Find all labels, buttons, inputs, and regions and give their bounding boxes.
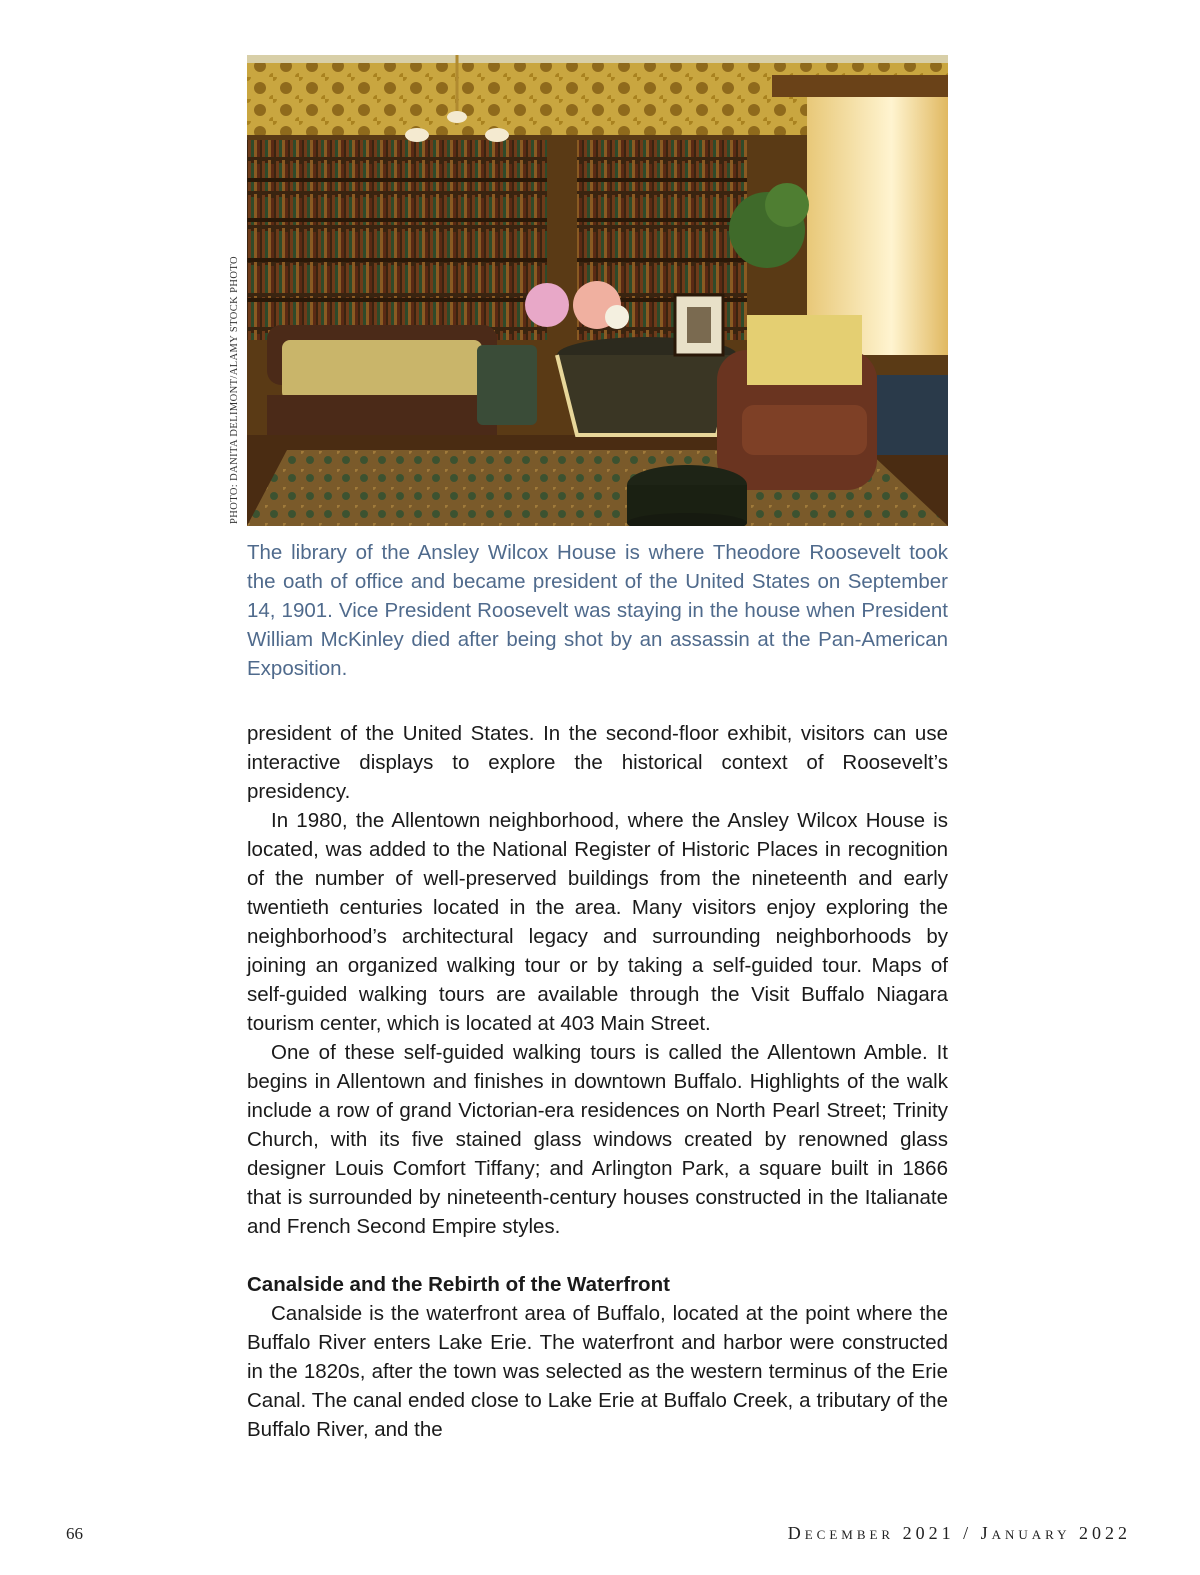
photo-credit: PHOTO: DANITA DELIMONT/ALAMY STOCK PHOTO [229,256,240,524]
article-body [247,719,948,1444]
issue-date: December 2021 / January 2022 [787,1523,1131,1543]
section-heading: Canalside and the Rebirth of the Waterfront [247,1273,670,1296]
article-paragraph: One of these self-guided walking tours is called the Allentown Amble. It begins in Allentown and finishes in downtown Buffalo. Highlights of the walk include a row of grand Victorian-era residences on North Pearl Street; Trinity Church, with its five stained glass windows created by renowned glass designer Louis Comfort Tiffany; and Arlington Park, a square built in 1866 that is surrounded by nineteenth-century houses constructed in the Italianate and French Second Empire styles. [247,1041,948,1238]
photo-caption: The library of the Ansley Wilcox House is where Theodore Roosevelt took the oath of office and became president of the United States on September 14, 1901. Vice President Roosevelt was staying in the house when President William McKinley died after being shot by an assassin at the Pan-American Exposition. [247,541,948,680]
article-paragraph: In 1980, the Allentown neighborhood, where the Ansley Wilcox House is located, was added to the National Register of Historic Places in recognition of the number of well-preserved buildings from the nineteenth and early twentieth centuries located in the area. Many visitors enjoy exploring the neighborhood’s architectural legacy and surrounding neighborhoods by joining an organized walking tour or by taking a self-guided tour. Maps of self-guided walking tours are available through the Visit Buffalo Niagara tourism center, which is located at 403 Main Street. [247,809,948,1035]
library-photo [247,55,948,526]
page-number: 66 [66,1524,83,1543]
article-paragraph: president of the United States. In the second-floor exhibit, visitors can use interactive displays to explore the historical context of Roosevelt’s presidency. [247,722,948,803]
article-paragraph: Canalside is the waterfront area of Buffalo, located at the point where the Buffalo River enters Lake Erie. The waterfront and harbor were constructed in the 1820s, after the town was selected as the western terminus of the Erie Canal. The canal ended close to Lake Erie at Buffalo Creek, a tributary of the Buffalo River, and the [247,1302,948,1441]
